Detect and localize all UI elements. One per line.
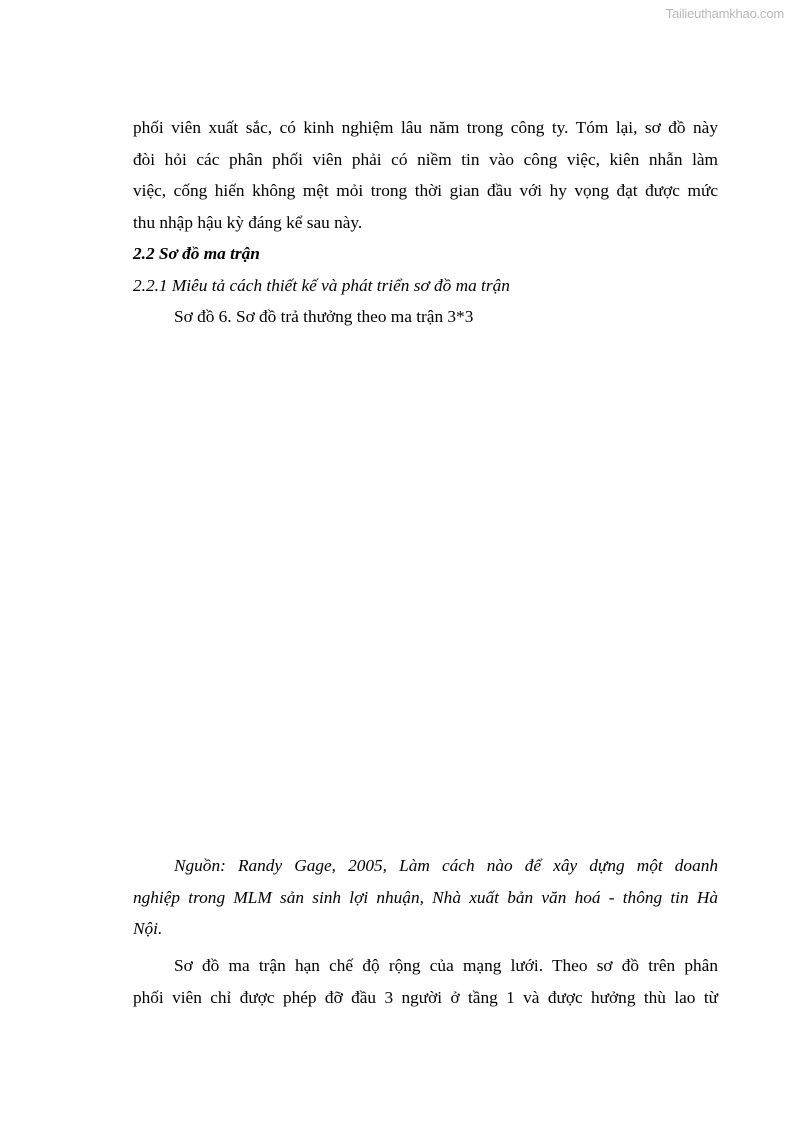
text-line: Nội. [133,919,163,938]
diagram-area [133,335,718,835]
text-line: đòi hỏi các phân phối viên phải có niềm tin vào công việc, kiên nhẫn làm [133,149,718,169]
source-note [133,850,718,945]
intro-paragraph [133,112,718,238]
section-heading: 2.2 Sơ đồ ma trận [133,244,260,263]
figure-caption: Sơ đồ 6. Sơ đồ trả thưởng theo ma trận 3*3 [174,307,474,326]
text-line: Nguồn: Randy Gage, 2005, Làm cách nào để xây dựng một doanh [174,856,718,875]
text-line: thu nhập hậu kỳ đáng kể sau này. [133,212,363,232]
text-line: phối viên xuất sắc, có kinh nghiệm lâu năm trong công ty. Tóm lại, sơ đồ này [133,118,718,137]
text-line: phối viên chỉ được phép đỡ đầu 3 người ở tầng 1 và được hưởng thù lao từ [133,987,718,1007]
watermark: Tailieuthamkhao.com [665,6,784,21]
text-line: việc, cống hiến không mệt mỏi trong thời gian đầu với hy vọng đạt được mức [133,181,718,200]
body-paragraph [133,950,718,1013]
subsection-heading: 2.2.1 Miêu tả cách thiết kế và phát triển sơ đồ ma trận [133,276,510,295]
text-line: Sơ đồ ma trận hạn chế độ rộng của mạng lưới. Theo sơ đồ trên phân [174,956,718,975]
text-line: nghiệp trong MLM sản sinh lợi nhuận, Nhà xuất bản văn hoá - thông tin Hà [133,887,718,907]
